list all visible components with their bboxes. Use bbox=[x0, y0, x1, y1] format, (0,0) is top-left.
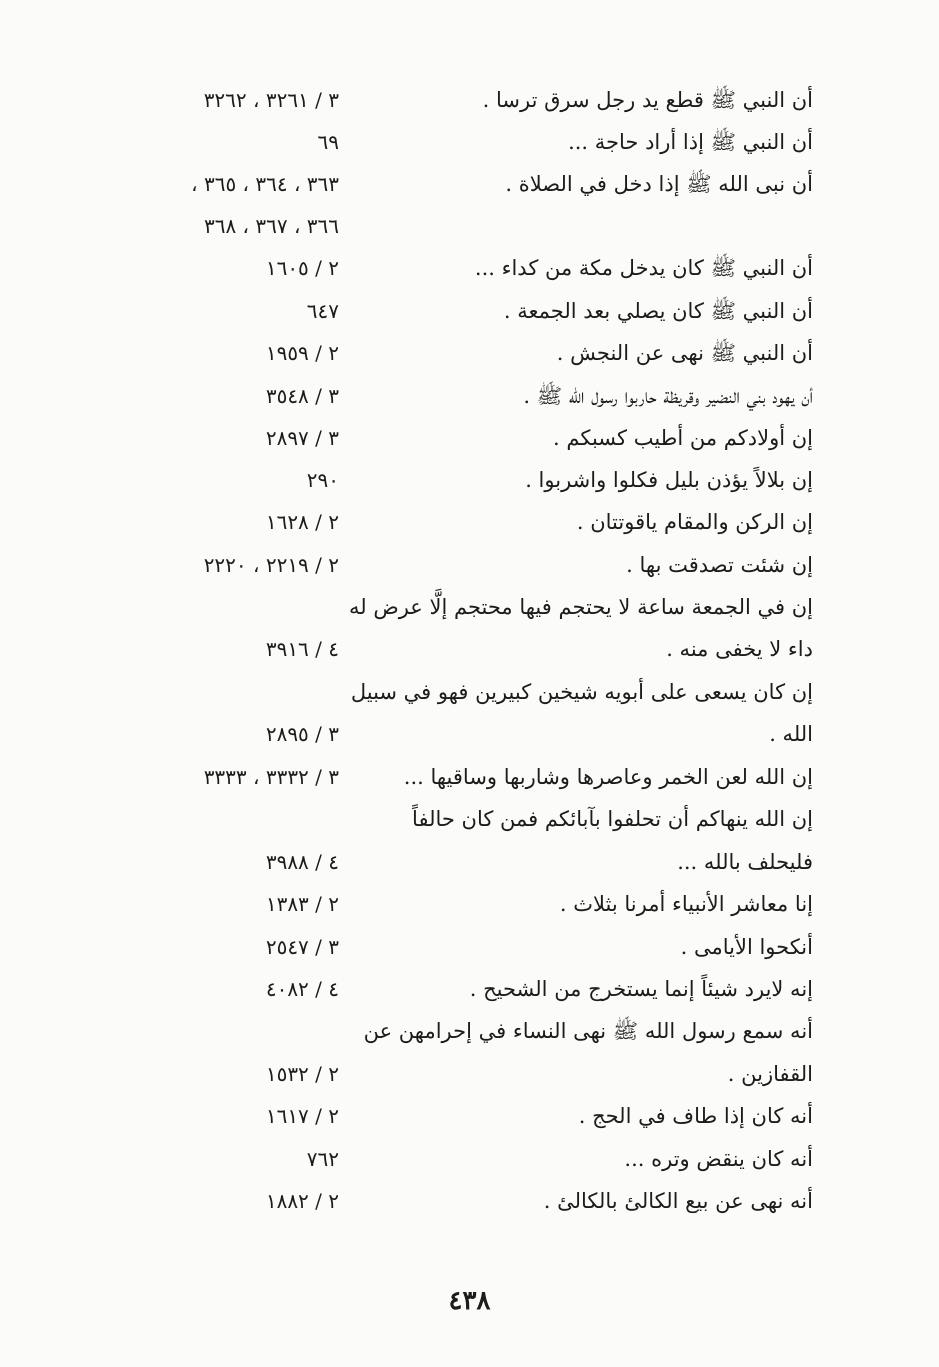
hadith-reference: ٢ / ١٥٣٢ bbox=[265, 1062, 339, 1086]
hadith-text: أن النبي ﷺ إذا أراد حاجة ... bbox=[568, 130, 813, 154]
hadith-text: إن كان يسعى على أبويه شيخين كبيرين فهو في سبيل bbox=[350, 680, 813, 704]
hadith-reference: ٤ / ٣٩٨٨ bbox=[265, 850, 339, 874]
hadith-text: داء لا يخفى منه . bbox=[666, 637, 813, 661]
hadith-text: أنه سمع رسول الله ﷺ نهى النساء في إحرامهن عن bbox=[363, 1019, 813, 1043]
index-entry bbox=[0, 458, 939, 502]
index-entry bbox=[0, 882, 939, 926]
hadith-reference: ٣ / ٣٢٦١ ، ٣٢٦٢ bbox=[203, 88, 339, 112]
index-entry bbox=[0, 374, 939, 418]
index-entry bbox=[0, 78, 939, 122]
hadith-text: إن الركن والمقام ياقوتتان . bbox=[576, 510, 813, 534]
hadith-reference: ٦٤٧ bbox=[306, 299, 339, 323]
hadith-text: أن النبي ﷺ كان يصلي بعد الجمعة . bbox=[503, 299, 813, 323]
hadith-reference: ٢ / ١٣٨٣ bbox=[265, 892, 339, 916]
index-entry bbox=[0, 246, 939, 290]
hadith-text: إنا معاشر الأنبياء أمرنا بثلاث . bbox=[559, 892, 813, 916]
hadith-text: أن يهود بني النضير وقريظة حاربوا رسول الله ﷺ . bbox=[523, 384, 813, 408]
hadith-text: أنكحوا الأيامى . bbox=[680, 935, 813, 959]
hadith-reference: ٤ / ٤٠٨٢ bbox=[265, 977, 339, 1001]
hadith-reference: ٢ / ١٦١٧ bbox=[265, 1104, 339, 1128]
hadith-reference: ٣ / ٢٥٤٧ bbox=[265, 935, 339, 959]
index-entry bbox=[0, 543, 939, 587]
hadith-reference: ٢ / ١٦٢٨ bbox=[265, 510, 339, 534]
hadith-reference: ٣٦٣ ، ٣٦٤ ، ٣٦٥ ، bbox=[191, 172, 339, 196]
hadith-text: أن النبي ﷺ كان يدخل مكة من كداء ... bbox=[474, 256, 813, 280]
index-entry bbox=[0, 712, 939, 756]
index-entry bbox=[0, 670, 939, 714]
index-entry bbox=[0, 1009, 939, 1053]
index-entry bbox=[0, 840, 939, 884]
hadith-text: فليحلف بالله ... bbox=[677, 850, 813, 874]
index-entry bbox=[0, 162, 939, 206]
index-entry bbox=[0, 585, 939, 629]
index-entry bbox=[0, 925, 939, 969]
hadith-text: أنه كان ينقض وتره ... bbox=[624, 1147, 813, 1171]
hadith-text: إن الله ينهاكم أن تحلفوا بآبائكم فمن كان حالفاً bbox=[412, 807, 813, 831]
hadith-reference: ٢ / ٢٢١٩ ، ٢٢٢٠ bbox=[203, 553, 339, 577]
hadith-reference: ٢ / ١٦٠٥ bbox=[265, 256, 339, 280]
page-number: ٤٣٨ bbox=[448, 1286, 491, 1316]
hadith-reference: ٣ / ٣٥٤٨ bbox=[265, 384, 339, 408]
hadith-reference: ٣ / ٢٨٩٧ bbox=[265, 426, 339, 450]
index-entry bbox=[0, 1094, 939, 1138]
hadith-reference: ٢ / ١٨٨٢ bbox=[265, 1189, 339, 1213]
hadith-reference: ٢٩٠ bbox=[306, 468, 339, 492]
index-entry bbox=[0, 797, 939, 841]
hadith-reference: ٣٦٦ ، ٣٦٧ ، ٣٦٨ bbox=[203, 214, 339, 238]
hadith-text: إن شئت تصدقت بها . bbox=[626, 553, 813, 577]
hadith-reference: ٣ / ٢٨٩٥ bbox=[265, 722, 339, 746]
hadith-text: إنه لايرد شيئاً إنما يستخرج من الشحيح . bbox=[469, 977, 813, 1001]
hadith-text: أن النبي ﷺ قطع يد رجل سرق ترسا . bbox=[482, 88, 813, 112]
index-entry bbox=[0, 500, 939, 544]
hadith-reference: ٧٦٢ bbox=[306, 1147, 339, 1171]
hadith-text: إن أولادكم من أطيب كسبكم . bbox=[553, 426, 813, 450]
index-entry bbox=[0, 204, 939, 248]
index-entry bbox=[0, 289, 939, 333]
hadith-text: الله . bbox=[769, 722, 813, 746]
hadith-text: إن بلالاً يؤذن بليل فكلوا واشربوا . bbox=[525, 468, 813, 492]
index-entry bbox=[0, 755, 939, 799]
hadith-text: أن نبى الله ﷺ إذا دخل في الصلاة . bbox=[505, 172, 813, 196]
index-entry bbox=[0, 1137, 939, 1181]
hadith-text: القفازين . bbox=[727, 1062, 813, 1086]
hadith-text: أنه نهى عن بيع الكالئ بالكالئ . bbox=[543, 1189, 813, 1213]
hadith-text: أنه كان إذا طاف في الحج . bbox=[578, 1104, 813, 1128]
index-entry bbox=[0, 1052, 939, 1096]
hadith-text: إن في الجمعة ساعة لا يحتجم فيها محتجم إلَّا عرض له bbox=[349, 595, 813, 619]
hadith-reference: ٢ / ١٩٥٩ bbox=[265, 341, 339, 365]
index-entry bbox=[0, 627, 939, 671]
index-entry bbox=[0, 1179, 939, 1223]
hadith-reference: ٦٩ bbox=[317, 130, 339, 154]
index-entry bbox=[0, 120, 939, 164]
hadith-text: إن الله لعن الخمر وعاصرها وشاربها وساقيها ... bbox=[403, 765, 813, 789]
hadith-reference: ٤ / ٣٩١٦ bbox=[265, 637, 339, 661]
index-entry bbox=[0, 416, 939, 460]
hadith-reference: ٣ / ٣٣٣٢ ، ٣٣٣٣ bbox=[203, 765, 339, 789]
index-entry bbox=[0, 967, 939, 1011]
hadith-text: أن النبي ﷺ نهى عن النجش . bbox=[556, 341, 813, 365]
index-entry bbox=[0, 331, 939, 375]
